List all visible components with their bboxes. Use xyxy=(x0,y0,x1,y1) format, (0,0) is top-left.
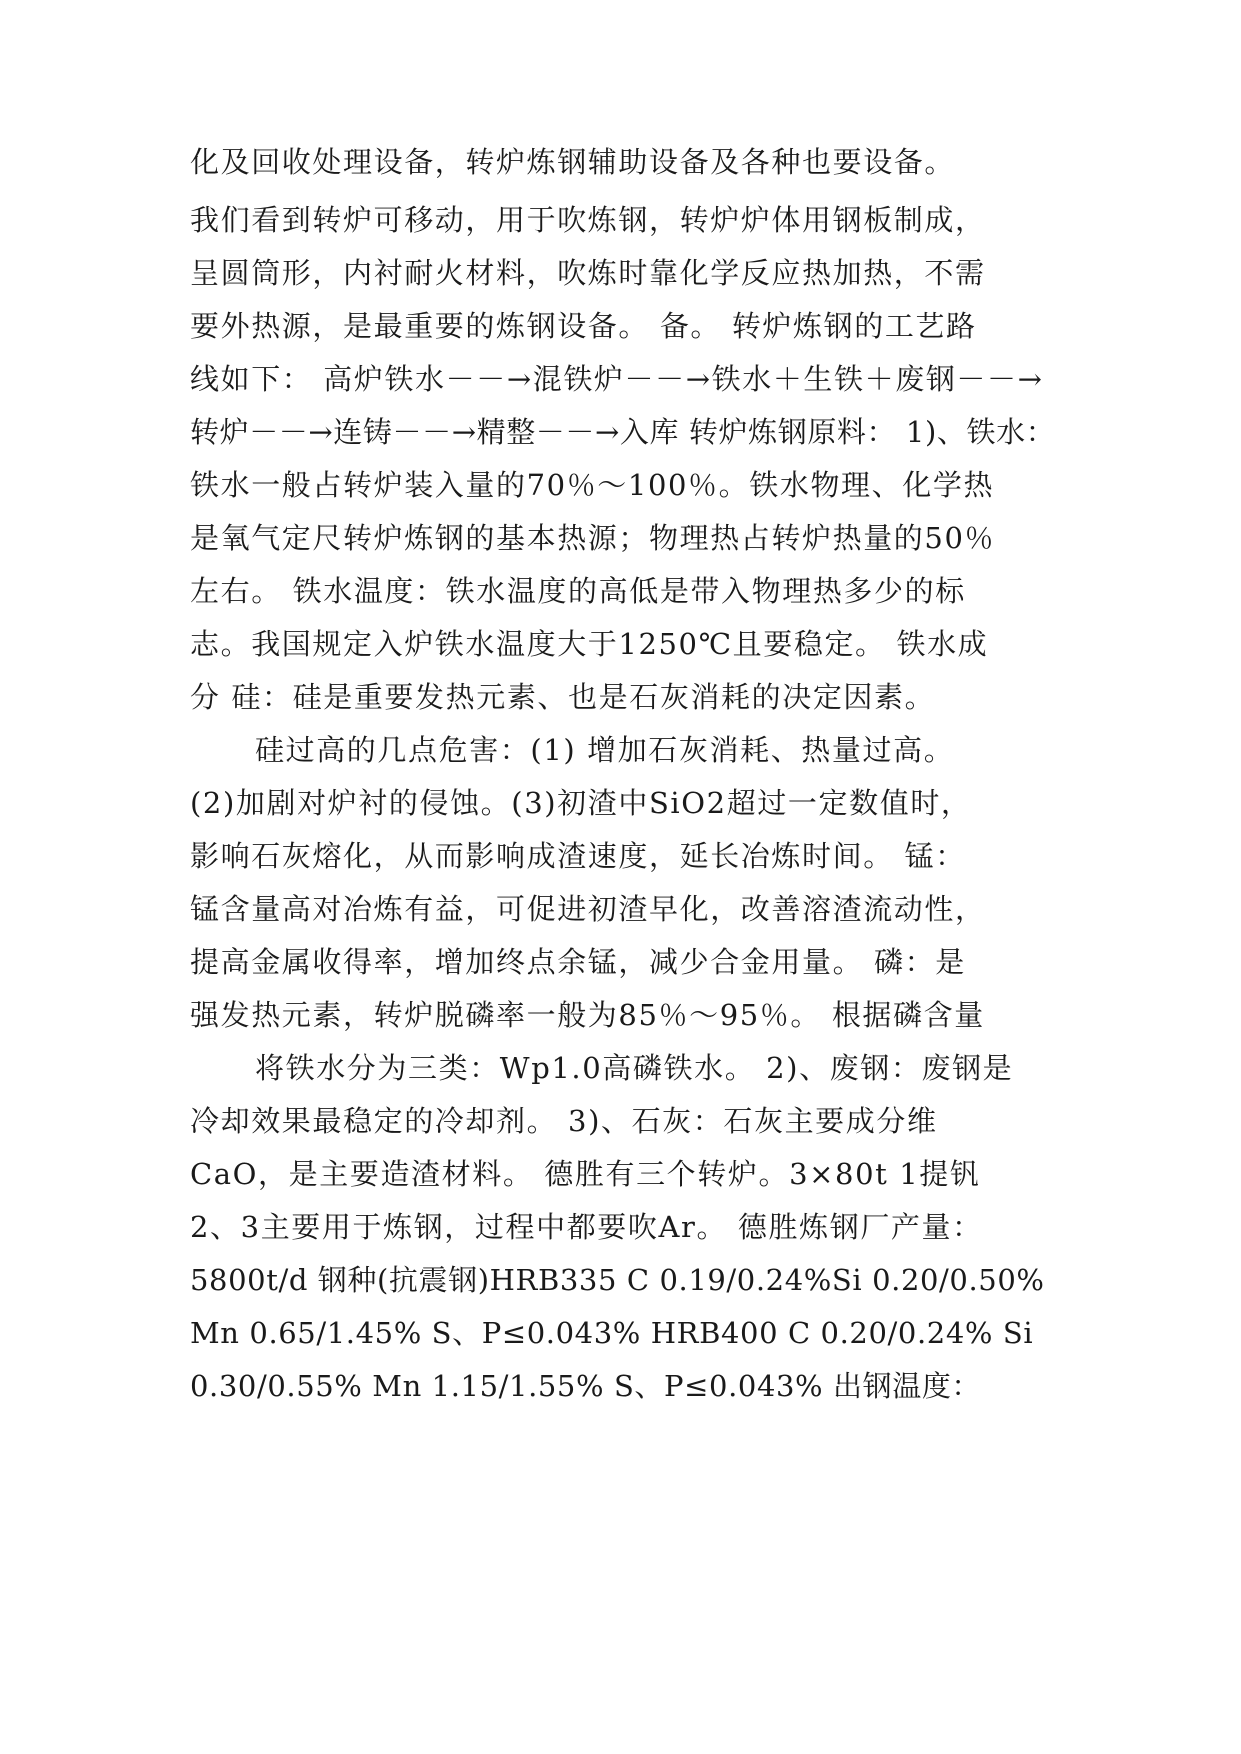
text-line: 强发热元素，转炉脱磷率一般为85％～95％。 根据磷含量 xyxy=(190,998,985,1032)
text-line: 线如下： 高炉铁水－－→混铁炉－－→铁水＋生铁＋废钢－－→ xyxy=(190,362,1044,396)
text-line: 提高金属收得率，增加终点余锰，减少合金用量。 磷：是 xyxy=(190,945,966,979)
text-line: 硅过高的几点危害：(1) 增加石灰消耗、热量过高。 xyxy=(255,733,955,767)
text-line: CaO，是主要造渣材料。 德胜有三个转炉。3×80t 1提钒 xyxy=(190,1157,981,1191)
text-line: 我们看到转炉可移动，用于吹炼钢，转炉炉体用钢板制成， xyxy=(190,203,986,237)
text-line: Mn 0.65/1.45% S、P≤0.043% HRB400 C 0.20/0.24% Si xyxy=(190,1316,1034,1350)
text-line: 5800t/d 钢种(抗震钢)HRB335 C 0.19/0.24%Si 0.20/0.50% xyxy=(190,1263,1045,1297)
text-line: 铁水一般占转炉装入量的70％～100％。铁水物理、化学热 xyxy=(190,468,995,502)
text-line: 将铁水分为三类：Wp1.0高磷铁水。 2)、废钢：废钢是 xyxy=(255,1051,1014,1085)
text-line: 呈圆筒形，内衬耐火材料，吹炼时靠化学反应热加热，不需 xyxy=(190,256,986,290)
text-line: 2、3主要用于炼钢，过程中都要吹Ar。 德胜炼钢厂产量： xyxy=(190,1210,983,1244)
text-line: 志。我国规定入炉铁水温度大于1250℃且要稳定。 铁水成 xyxy=(190,627,989,661)
text-line: 锰含量高对冶炼有益，可促进初渣早化，改善溶渣流动性， xyxy=(190,892,986,926)
text-line: 0.30/0.55% Mn 1.15/1.55% S、P≤0.043% 出钢温度： xyxy=(190,1369,982,1403)
text-line: 冷却效果最稳定的冷却剂。 3)、石灰：石灰主要成分维 xyxy=(190,1104,938,1138)
text-line: 影响石灰熔化，从而影响成渣速度，延长冶炼时间。 锰： xyxy=(190,839,966,873)
text-line: 化及回收处理设备，转炉炼钢辅助设备及各种也要设备。 xyxy=(190,145,956,179)
text-line: 转炉－－→连铸－－→精整－－→入库 转炉炼钢原料： 1)、铁水： xyxy=(190,415,1056,449)
text-line: 分 硅：硅是重要发热元素、也是石灰消耗的决定因素。 xyxy=(190,680,936,714)
text-line: (2)加剧对炉衬的侵蚀。(3)初渣中SiO2超过一定数值时， xyxy=(190,786,972,820)
text-line: 左右。 铁水温度：铁水温度的高低是带入物理热多少的标 xyxy=(190,574,966,608)
text-line: 要外热源，是最重要的炼钢设备。 备。 转炉炼钢的工艺路 xyxy=(190,309,977,343)
text-line: 是氧气定尺转炉炼钢的基本热源；物理热占转炉热量的50％ xyxy=(190,521,996,555)
